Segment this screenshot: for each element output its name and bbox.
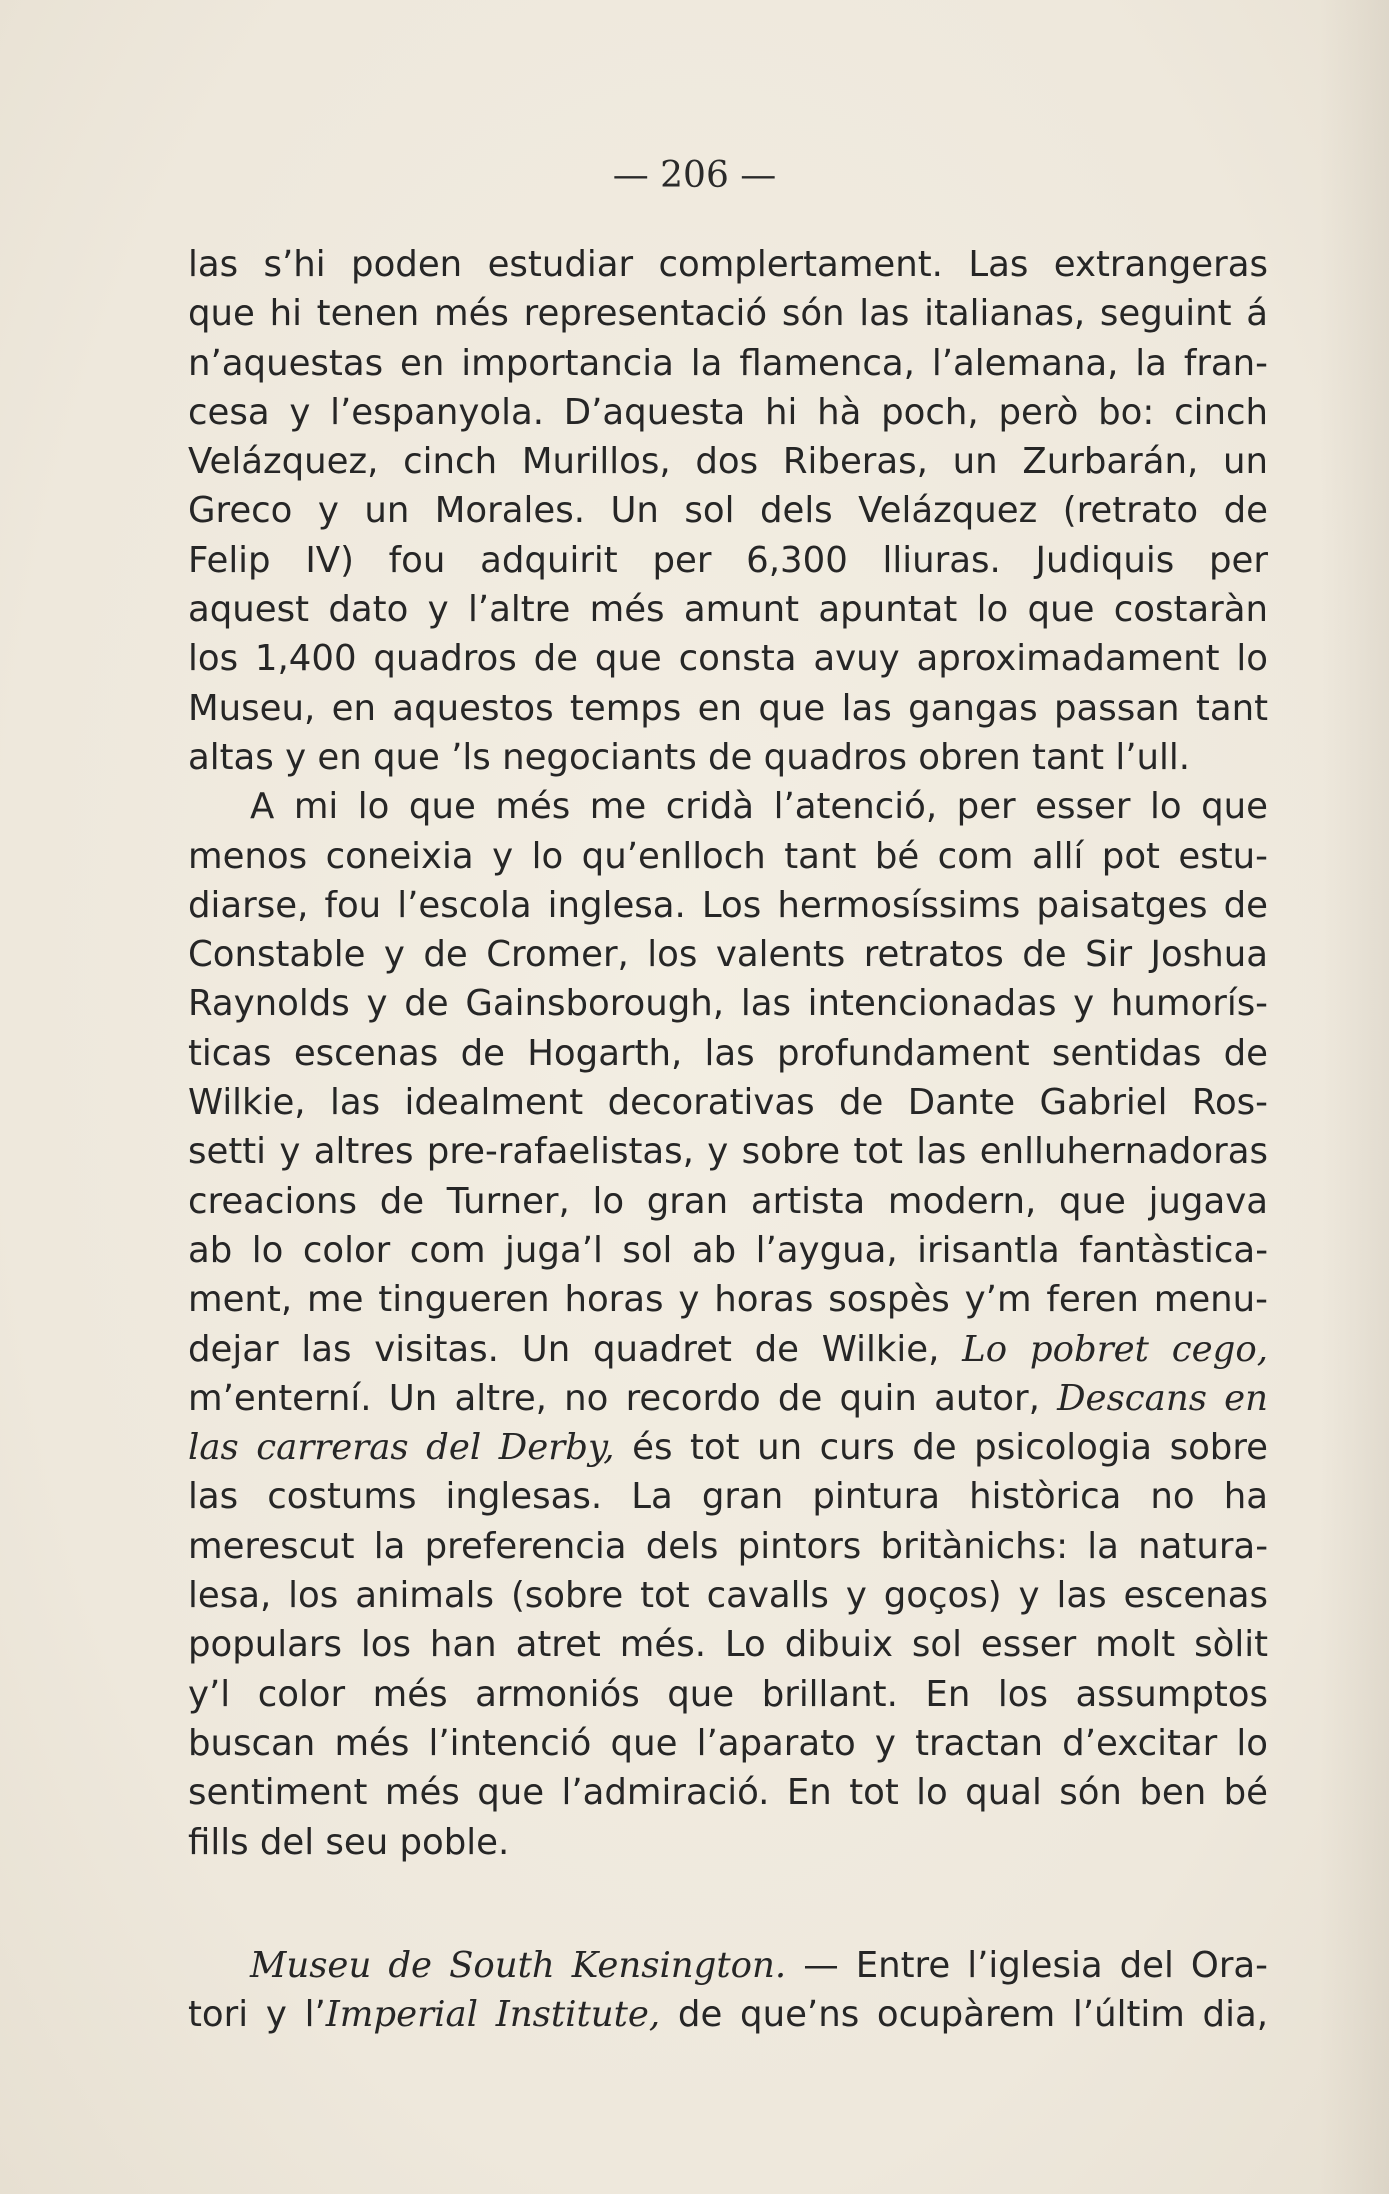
text-line: tori y l’Imperial Institute, de que’ns ocupàrem l’últim dia, [188,1994,1268,2036]
paragraph-1 [188,240,1268,782]
text-line: buscan més l’intenció que l’aparato y tractan d’excitar lo [188,1722,1268,1764]
text-line: altas y en que ’ls negociants de quadros obren tant l’ull. [188,736,1191,778]
text-line: aquest dato y l’altre més amunt apuntat lo que costaràn [188,589,1268,631]
text-line: Wilkie, las idealment decorativas de Dante Gabriel Ros- [188,1082,1268,1124]
text-line: los 1,400 quadros de que consta avuy aproximadament lo [188,638,1268,680]
text-line: Museu de South Kensington. — Entre l’iglesia del Ora- [250,1944,1268,1986]
text-line: ticas escenas de Hogarth, las profundament sentidas de [188,1032,1268,1074]
text-line: A mi lo que més me cridà l’atenció, per esser lo que [250,786,1268,828]
text-line: creacions de Turner, lo gran artista modern, que jugava [188,1180,1268,1222]
text-line: Raynolds y de Gainsborough, las intencionadas y humorís- [188,983,1268,1025]
text-line: Constable y de Cromer, los valents retratos de Sir Joshua [188,934,1268,976]
text-line: ab lo color com juga’l sol ab l’aygua, irisantla fantàstica- [188,1229,1268,1271]
paragraph-gap [188,1867,1268,1941]
text-line: Museu, en aquestos temps en que las gangas passan tant [188,687,1268,729]
text-line: lesa, los animals (sobre tot cavalls y goços) y las escenas [188,1575,1268,1617]
text-line: sentiment més que l’admiració. En tot lo qual són ben bé [188,1772,1268,1814]
text-line: las s’hi poden estudiar complertament. Las extrangeras [188,244,1268,285]
text-line: Velázquez, cinch Murillos, dos Riberas, un Zurbarán, un [188,441,1268,483]
paragraph-2 [188,782,1268,1867]
text-line: dejar las visitas. Un quadret de Wilkie, Lo pobret cego, [188,1328,1268,1370]
text-line: populars los han atret més. Lo dibuix sol esser molt sòlit [188,1624,1268,1666]
paragraph-2-lines-b [188,1472,1268,1817]
text-line: m’enterní. Un altre, no recordo de quin autor, Descans en [188,1377,1268,1419]
text-line: Felip IV) fou adquirit per 6,300 lliuras. Judiquis per [188,539,1268,581]
text-line: Greco y un Morales. Un sol dels Velázquez (retrato de [188,490,1268,532]
text-line: fills del seu poble. [188,1821,510,1863]
page-number: — 206 — [612,155,777,196]
text-line: setti y altres pre-rafaelistas, y sobre tot las enlluhernadoras [188,1131,1268,1173]
text-line: n’aquestas en importancia la flamenca, l’alemana, la fran- [188,342,1268,384]
text-line: merescut la preferencia dels pintors britànichs: la natura- [188,1525,1268,1567]
text-line: y’l color més armoniós que brillant. En los assumptos [188,1673,1268,1715]
paragraph-3 [188,1941,1268,2040]
text-line: cesa y l’espanyola. D’aquesta hi hà poch, però bo: cinch [188,391,1268,433]
paragraph-2-lines-a [188,782,1268,1324]
text-line: menos coneixia y lo qu’enlloch tant bé com allí pot estu- [188,835,1268,877]
text-line: que hi tenen més representació són las italianas, seguint á [188,293,1268,335]
body-text [188,240,1268,2039]
page-edge-shadow [1319,0,1389,2194]
text-line: las carreras del Derby, és tot un curs de psicologia sobre [188,1427,1268,1469]
text-line: las costums inglesas. La gran pintura històrica no ha [188,1476,1268,1518]
text-line: diarse, fou l’escola inglesa. Los hermosíssims paisatges de [188,884,1268,926]
text-line: ment, me tingueren horas y horas sospès y’m feren menu- [188,1279,1268,1321]
